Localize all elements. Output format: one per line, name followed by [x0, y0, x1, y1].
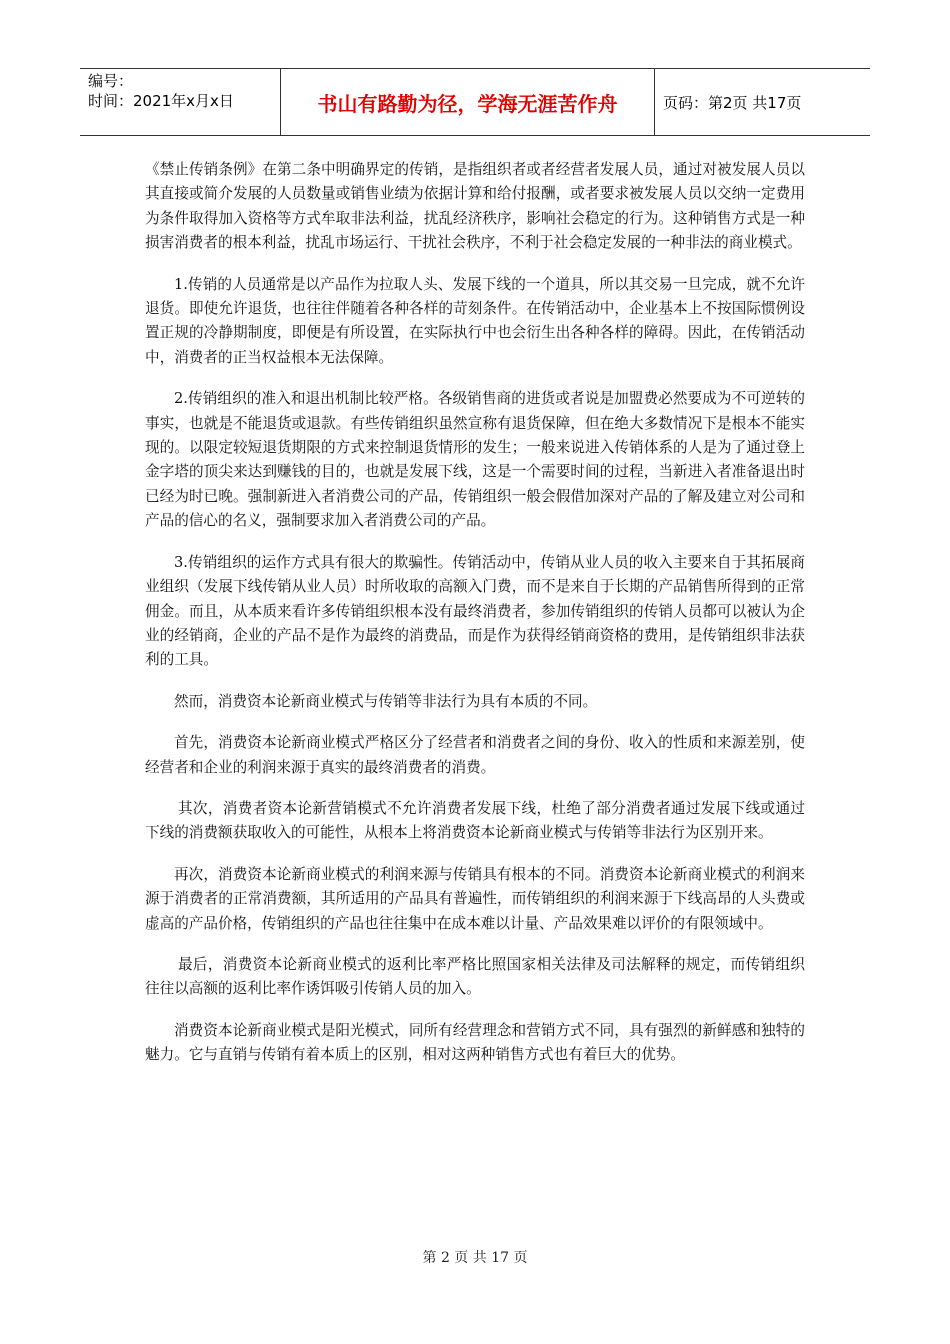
paragraph: 其次，消费者资本论新营销模式不允许消费者发展下线，杜绝了部分消费者通过发展下线或通过下线的消费额获取收入的可能性，从根本上将消费资本论新商业模式与传销等非法行为区别开来。	[145, 799, 805, 842]
page-footer: 第 2 页 共 17 页	[422, 1250, 528, 1266]
paragraph: 《禁止传销条例》在第二条中明确界定的传销，是指组织者或者经营者发展人员，通过对被发展人员以其直接或简介发展的人员数量或销售业绩为依据计算和给付报酬，或者要求被发展人员以交纳一定费用为条件取得加入资格等方式牟取非法利益，扰乱经济秩序，影响社会稳定的行为。这种销售方式是一种损害消费者的根本利益，扰乱市场运行、干扰社会秩序，不利于社会稳定发展的一种非法的商业模式。	[145, 161, 805, 252]
header-page-info: 页码：第2页 共17页	[663, 93, 802, 112]
paragraph: 1.传销的人员通常是以产品作为拉取人头、发展下线的一个道具，所以其交易一旦完成，就不允许退货。即使允许退货，也往往伴随着各种各样的苛刻条件。在传销活动中，企业基本上不按国际惯例设置正规的冷静期制度，即便是有所设置，在实际执行中也会衍生出各种各样的障碍。因此，在传销活动中，消费者的正当权益根本无法保障。	[145, 275, 805, 366]
paragraph: 然而，消费资本论新商业模式与传销等非法行为具有本质的不同。	[174, 692, 598, 710]
document-body	[145, 158, 805, 1085]
header-motto: 书山有路勤为径，学海无涯苦作舟	[280, 69, 655, 135]
page-header	[80, 68, 870, 136]
number-label: 编号：	[88, 72, 134, 90]
time-line: 时间：2021年x月x日	[88, 92, 234, 110]
paragraph: 消费资本论新商业模式是阳光模式，同所有经营理念和营销方式不同，具有强烈的新鲜感和独特的魅力。它与直销与传销有着本质上的区别，相对这两种销售方式也有着巨大的优势。	[145, 1021, 805, 1064]
header-left-cell	[80, 69, 280, 135]
paragraph: 首先，消费资本论新商业模式严格区分了经营者和消费者之间的身份、收入的性质和来源差别，使经营者和企业的利润来源于真实的最终消费者的消费。	[145, 734, 805, 776]
paragraph: 3.传销组织的运作方式具有很大的欺骗性。传销活动中，传销从业人员的收入主要来自于其拓展商业组织（发展下线传销从业人员）时所收取的高额入门费，而不是来自于长期的产品销售所得到的正常佣金。而且，从本质来看许多传销组织根本没有最终消费者，参加传销组织的传销人员都可以被认为企业的经销商，企业的产品不是作为最终的消费品，而是作为获得经销商资格的费用，是传销组织非法获利的工具。	[145, 553, 805, 669]
paragraph: 2.传销组织的准入和退出机制比较严格。各级销售商的进货或者说是加盟费必然要成为不可逆转的事实，也就是不能退货或退款。有些传销组织虽然宣称有退货保障，但在绝大多数情况下是根本不能实现的。以限定较短退货期限的方式来控制退货情形的发生；一般来说进入传销体系的人是为了通过登上金字塔的顶尖来达到赚钱的目的，也就是发展下线，这是一个需要时间的过程，当新进入者准备退出时已经为时已晚。强制新进入者消费公司的产品，传销组织一般会假借加深对产品的了解及建立对公司和产品的信心的名义，强制要求加入者消费公司的产品。	[145, 390, 805, 530]
paragraph: 最后，消费资本论新商业模式的返利比率严格比照国家相关法律及司法解释的规定，而传销组织往往以高额的返利比率作诱饵吸引传销人员的加入。	[145, 955, 805, 998]
paragraph: 再次，消费资本论新商业模式的利润来源与传销具有根本的不同。消费资本论新商业模式的利润来源于消费者的正常消费额，其所适用的产品具有普遍性，而传销组织的利润来源于下线高昂的人头费或虚高的产品价格，传销组织的产品也往往集中在成本难以计量、产品效果难以评价的有限领域中。	[145, 865, 805, 932]
